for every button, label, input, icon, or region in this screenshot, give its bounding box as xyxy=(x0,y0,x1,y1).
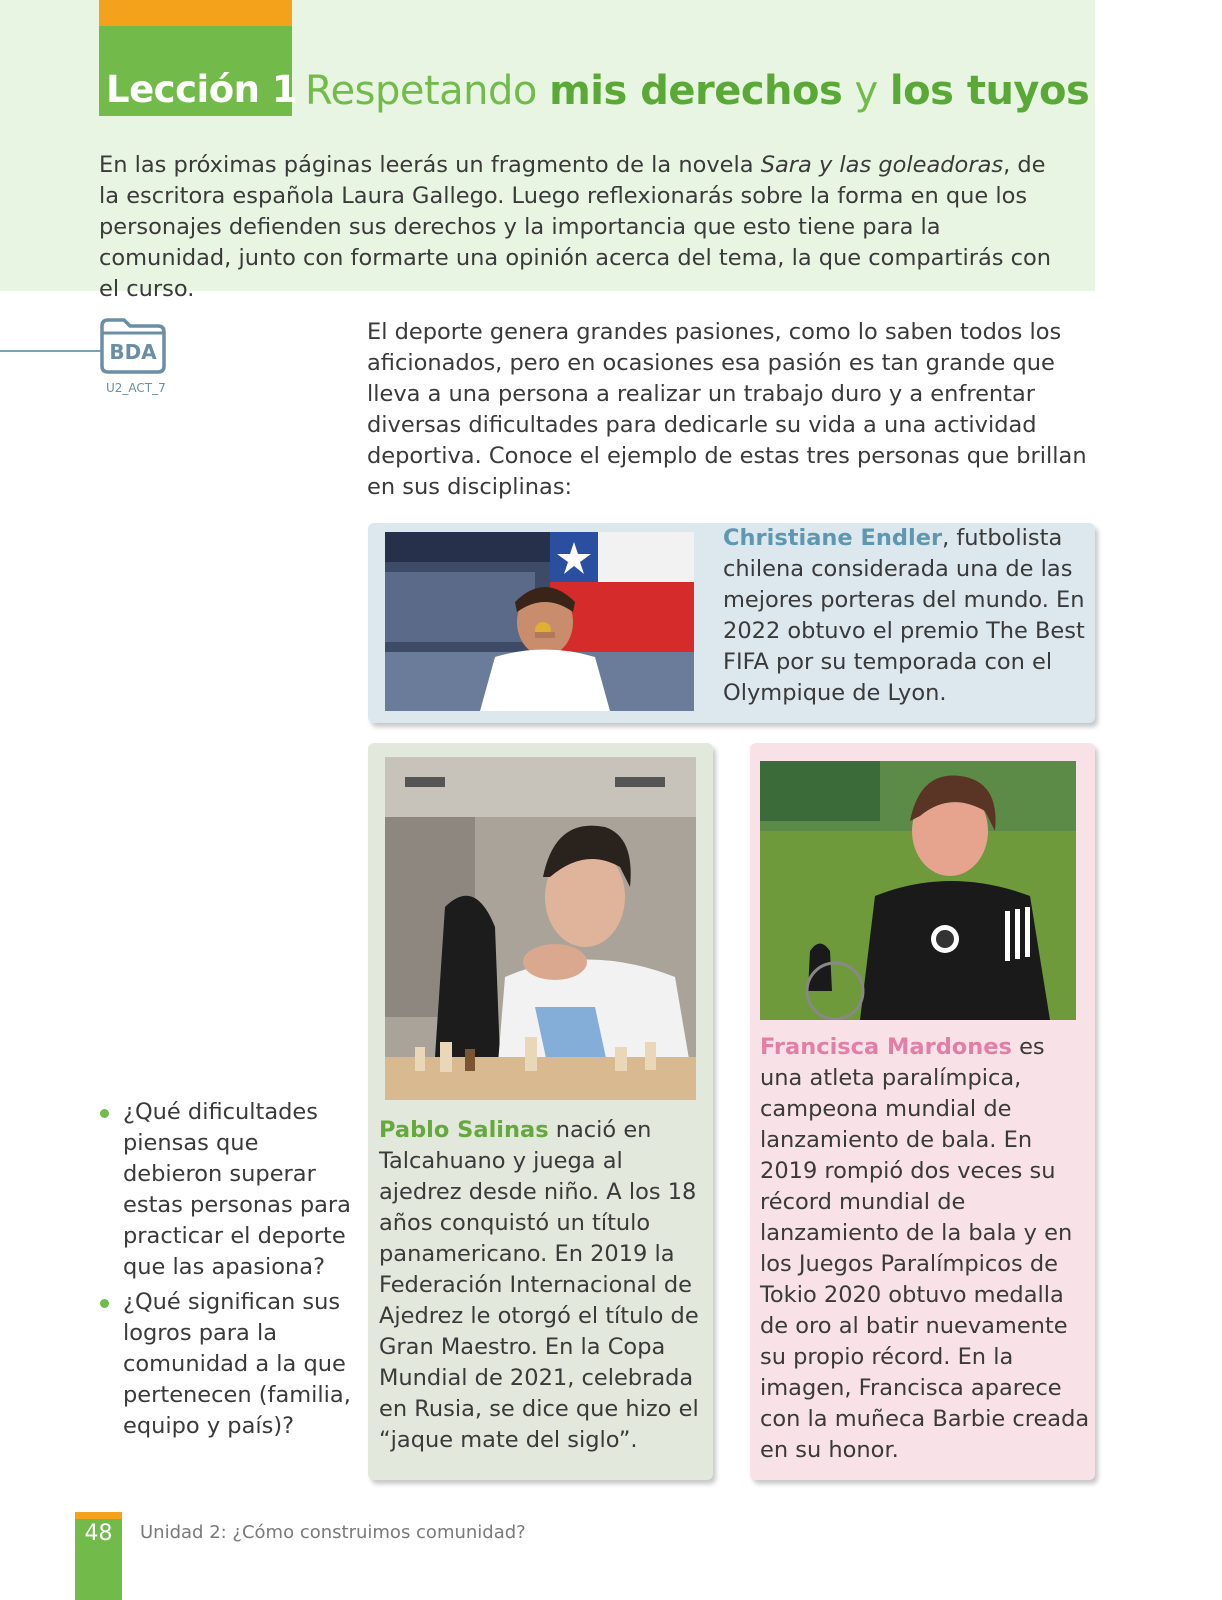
folder-icon[interactable] xyxy=(98,316,168,382)
athlete-card-mardones xyxy=(750,743,1095,1480)
photo-christiane-endler xyxy=(385,532,694,711)
bullet-icon xyxy=(100,1109,109,1118)
mardones-text: es una atleta paralímpica, campeona mundial de lanzamiento de bala. En 2019 rompió dos veces su récord mundial de lanzamiento de la bala y en los Juegos Paralímpicos de Tokio 2020 obtuvo medalla de oro al batir nuevamente su propio récord. En la imagen, Francisca aparece con la muñeca Barbie creada en su honor. xyxy=(760,1034,1090,1463)
title-part1: Respetando xyxy=(305,68,550,114)
question-item xyxy=(98,1287,358,1442)
athlete-card-endler xyxy=(368,523,1095,723)
question-item xyxy=(98,1097,358,1283)
athlete-card-salinas xyxy=(368,743,713,1480)
lesson-accent-strip xyxy=(99,0,292,26)
footer-unit-title: Unidad 2: ¿Cómo construimos comunidad? xyxy=(140,1522,526,1543)
reflection-questions xyxy=(98,1097,358,1446)
intro-text-before: En las próximas páginas leerás un fragmento de la novela xyxy=(99,152,761,178)
endler-text: , futbolista chilena considerada una de las mejores porteras del mundo. En 2022 obtuvo el premio The Best FIFA por su temporada con el Olympique de Lyon. xyxy=(723,525,1085,706)
title-part2: y xyxy=(842,68,890,114)
intro-paragraph xyxy=(99,150,1059,305)
athlete-name-salinas: Pablo Salinas xyxy=(379,1117,549,1143)
lesson-title xyxy=(305,68,1089,114)
athlete-name-mardones: Francisca Mardones xyxy=(760,1034,1012,1060)
title-bold2: los tuyos xyxy=(889,68,1090,114)
question-text: ¿Qué significan sus logros para la comunidad a la que pertenecen (familia, equipo y país)? xyxy=(123,1289,351,1439)
salinas-text: nació en Talcahuano y juega al ajedrez desde niño. A los 18 años conquistó un título panamericano. En 2019 la Federación Internacional de Ajedrez le otorgó el título de Gran Maestro. En la Copa Mundial de 2021, celebrada en Rusia, se dice que hizo el “jaque mate del siglo”. xyxy=(379,1117,699,1453)
endler-description xyxy=(723,523,1093,709)
photo-francisca-mardones xyxy=(760,761,1076,1020)
bda-code: U2_ACT_7 xyxy=(106,381,166,395)
salinas-description xyxy=(379,1115,709,1456)
lead-paragraph: El deporte genera grandes pasiones, como lo saben todos los aficionados, pero en ocasiones esa pasión es tan grande que lleva a una persona a realizar un trabajo duro y a enfrentar diversas dificultades para dedicarle su vida a una actividad deportiva. Conoce el ejemplo de estas tres personas que brillan en sus disciplinas: xyxy=(367,319,1087,500)
photo-pablo-salinas xyxy=(385,757,696,1100)
page-number: 48 xyxy=(84,1521,113,1546)
intro-text-after: , de la escritora española Laura Gallego. Luego reflexionarás sobre la forma en que los personajes defienden sus derechos y la importancia que esto tiene para la comunidad, junto con formarte una opinión acerca del tema, la que compartirás con el curso. xyxy=(99,152,1052,302)
bda-label: BDA xyxy=(109,340,157,364)
footer-accent xyxy=(75,1512,122,1519)
bullet-icon xyxy=(100,1299,109,1308)
athlete-name-endler: Christiane Endler xyxy=(723,525,943,551)
question-text: ¿Qué dificultades piensas que debieron superar estas personas para practicar el deporte que las apasiona? xyxy=(123,1099,351,1280)
bda-connector-line xyxy=(0,350,104,352)
lesson-label: Lección 1 xyxy=(106,68,298,111)
title-bold1: mis derechos xyxy=(549,68,843,114)
mardones-description xyxy=(760,1032,1090,1466)
novel-title: Sara y las goleadoras xyxy=(760,152,1004,178)
